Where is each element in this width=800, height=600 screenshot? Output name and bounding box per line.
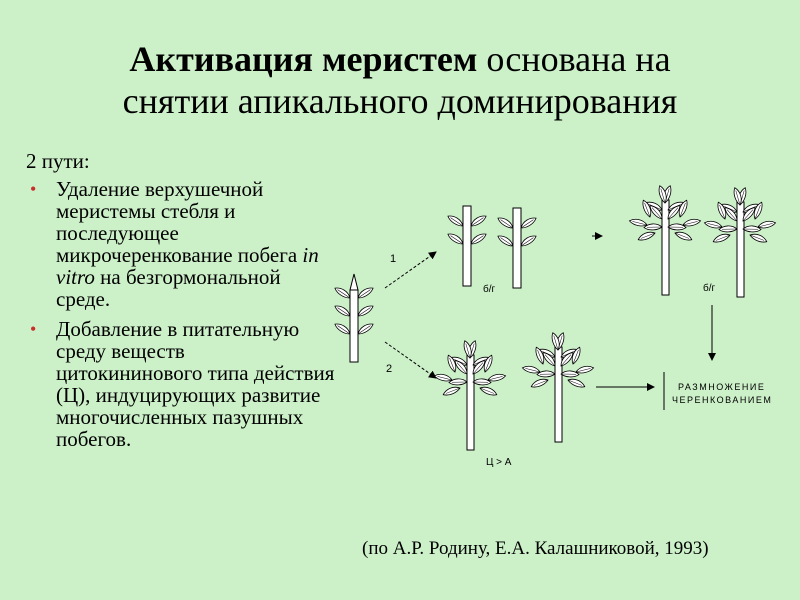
path-item-1-before: Удаление верхушечной меристемы стебля и последующее микрочеренкование побега xyxy=(56,177,303,267)
arrow-label-1: 1 xyxy=(390,253,397,265)
paths-intro: 2 пути: xyxy=(26,149,90,173)
title-bold: Активация меристем xyxy=(129,39,478,79)
medium-label-top: б/г xyxy=(483,284,496,295)
medium-label-bottom: Ц > А xyxy=(486,457,512,468)
cuttings-icon xyxy=(446,206,537,288)
path-item-1-after: на безгормональной среде. xyxy=(56,265,281,311)
title-line1-rest: основана на xyxy=(477,39,671,79)
path-item-2-text: Добавление в питательную среду веществ цитокининового типа действия (Ц), индуцирующих развитие многочисленных пазушных побегов. xyxy=(56,317,335,451)
bullet-icon: • xyxy=(30,319,37,339)
result-line-2: ЧЕРЕНКОВАНИЕМ xyxy=(672,395,773,405)
path-2-arrow xyxy=(385,342,436,378)
bullet-icon: • xyxy=(30,179,37,199)
arrow-label-2: 2 xyxy=(386,363,393,375)
medium-label-right: б/г xyxy=(703,283,716,294)
path-item-1-italic: in vitro xyxy=(56,243,319,289)
initial-shoot-icon xyxy=(333,274,374,362)
title-line2: снятии апикального доминирования xyxy=(122,81,678,121)
axillary-shoots-icon xyxy=(434,332,594,450)
result-line-1: РАЗМНОЖЕНИЕ xyxy=(678,382,766,392)
source-citation: (по А.Р. Родину, Е.А. Калашниковой, 1993) xyxy=(362,538,709,559)
rooted-plants-icon xyxy=(629,185,776,297)
